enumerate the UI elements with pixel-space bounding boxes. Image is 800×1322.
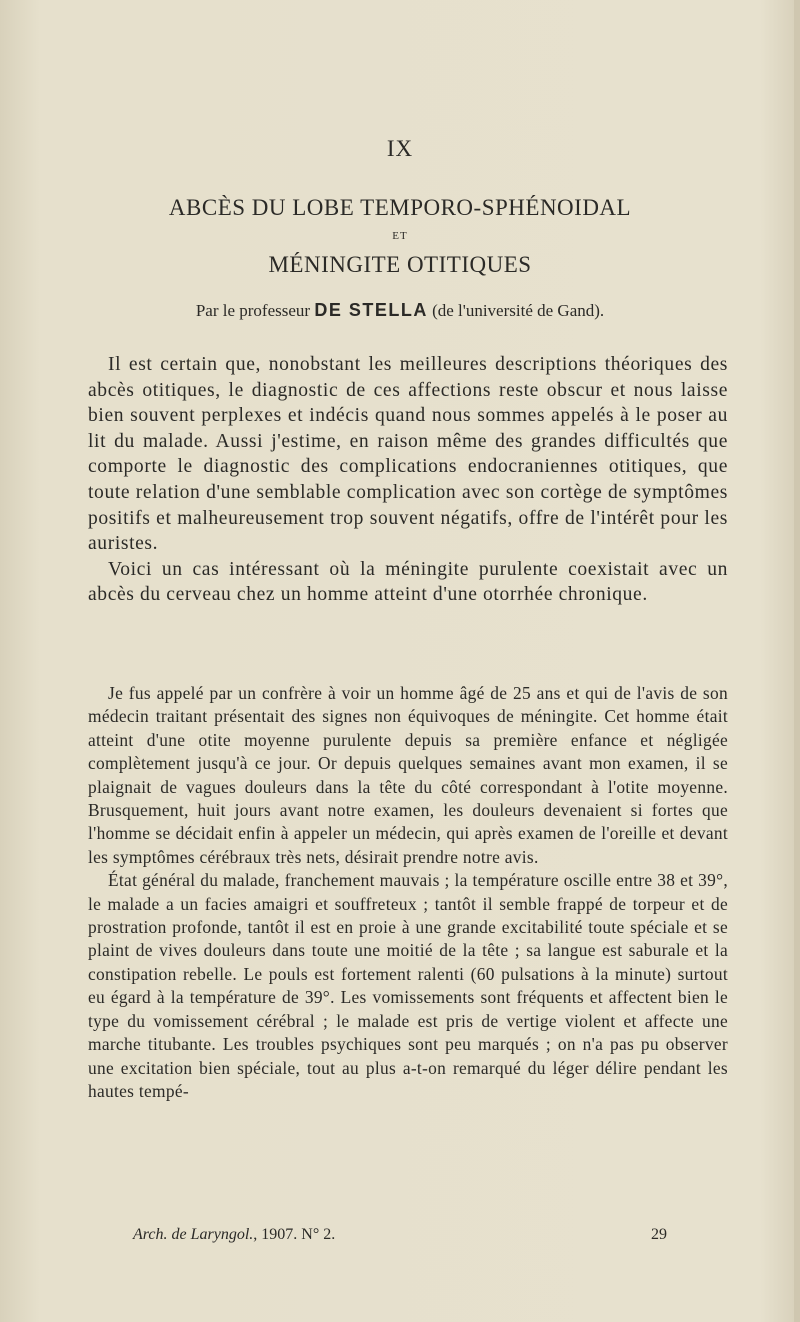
page-footer (0, 1226, 800, 1250)
body-paragraph: Je fus appelé par un confrère à voir un homme âgé de 25 ans et qui de l'avis de son médecin traitant présentait des signes non équivoques de méningite. Cet homme était atteint d'une otite moyenne purulente depuis sa première enfance et négligée complètement jusqu'à ce jour. Or depuis quelques semaines avant mon examen, il se plaignait de vagues douleurs dans la tête du côté correspondant à l'otite moyenne. Brusquement, huit jours avant notre examen, les douleurs devenaient si fortes que l'homme se décidait enfin à appeler un médecin, qui après examen de l'oreille et devant les symptômes cérébraux très nets, désirait prendre notre avis. (88, 683, 728, 867)
chapter-number: IX (386, 136, 414, 161)
journal-issue: , 1907. N° 2. (253, 1226, 336, 1243)
body-paragraph: État général du malade, franchement mauvais ; la température oscille entre 38 et 39°, le malade a un facies amaigri et souffreteux ; tantôt il semble frappé de torpeur et de prostration profonde, tantôt il est en proie à une grande excitabilité toute spéciale et se plaint de vives douleurs dans toute une moitié de la tête ; sa langue est saburale et la constipation rebelle. Le pouls est fortement ralenti (60 pulsations à la minute) surtout eu égard à la température de 39°. Les vomissements sont fréquents et affectent bien le type du vomissement cérébral ; le malade est pris de vertige violent et affecte une marche titubante. Les troubles psychiques sont peu marqués ; on n'a pas pu observer une excitation bien spéciale, tout au plus a-t-on remarqué du léger délire pendant les hautes tempé- (88, 870, 728, 1101)
case-report-section (88, 682, 728, 1103)
byline (0, 300, 800, 321)
author-name: DE STELLA (314, 300, 428, 320)
author-affiliation: (de l'université de Gand). (432, 301, 605, 320)
title-line-1: ABCÈS DU LOBE TEMPORO-SPHÉNOIDAL (168, 195, 632, 220)
intro-paragraph: Il est certain que, nonobstant les meilleures descriptions théoriques des abcès otitiques, le diagnostic de ces affections reste obscur et nous laisse bien souvent perplexes et indécis quand nous sommes appelés à le poser au lit du malade. Aussi j'estime, en raison même des grandes difficultés que comporte le diagnostic des complications endocraniennes otitiques, que toute relation d'une semblable complication avec son cortège de symptômes positifs et malheureusement trop souvent négatifs, offre de l'intérêt pour les auristes. (88, 354, 728, 555)
byline-prefix: Par le professeur (195, 301, 311, 320)
intro-paragraph: Voici un cas intéressant où la méningite purulente coexistait avec un abcès du cerveau chez un homme atteint d'une otorrhée chronique. (88, 558, 728, 606)
page-number: 29 (651, 1226, 667, 1243)
intro-section (88, 352, 728, 608)
title-connector: ET (392, 230, 408, 242)
journal-citation (133, 1226, 335, 1244)
title-line-2: MÉNINGITE OTITIQUES (268, 252, 532, 277)
journal-title: Arch. de Laryngol. (133, 1226, 254, 1243)
